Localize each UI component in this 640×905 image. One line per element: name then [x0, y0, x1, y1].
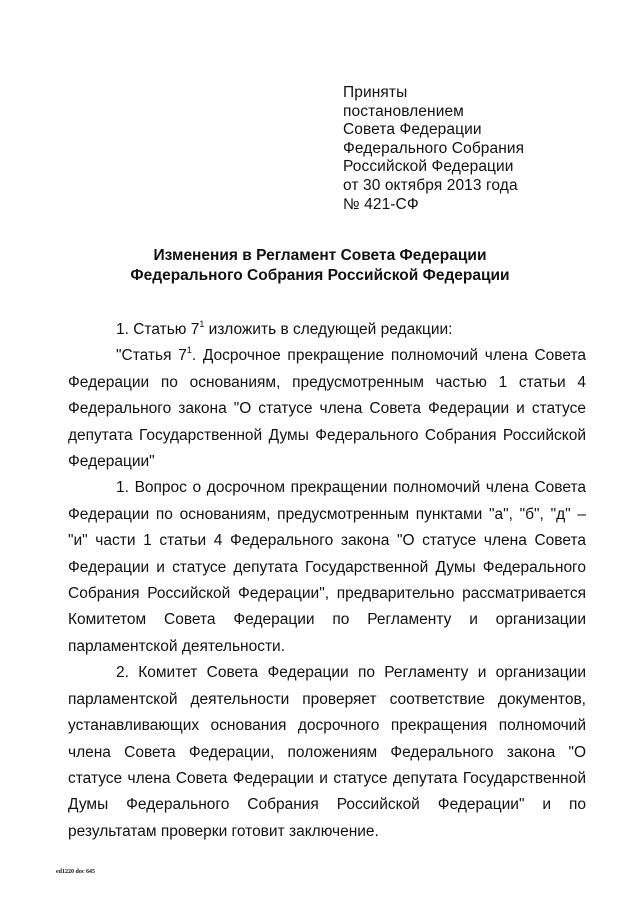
approval-block [343, 84, 524, 214]
article-text-before: "Статья 7 [116, 347, 187, 365]
approval-line-assembly: Федерального Собрания [343, 139, 525, 157]
approval-line-number: № 421-СФ [343, 195, 419, 213]
item-1-instruction [68, 317, 586, 343]
approval-line-resolution: постановлением [343, 102, 464, 120]
document-title-line-1: Изменения в Регламент Совета Федерации [153, 247, 487, 264]
document-body [68, 317, 586, 845]
approval-line-accepted: Приняты [343, 84, 408, 101]
paragraph-2: 2. Комитет Совета Федерации по Регламенту и организации парламентской деятельности проверяет соответствие документов, устанавливающих основания досрочного прекращения полномочий члена Совета Федерации, положениям Федерального закона "О статусе члена Совета Федерации и статусе депутата Государственной Думы Федерального Собрания Российской Федерации" и по результатам проверки готовит заключение. [68, 664, 586, 840]
footer-file-code: ed1220 doc 645 [56, 869, 95, 875]
document-title-line-2: Федерального Собрания Российской Федерации [130, 267, 510, 284]
document-title [0, 246, 640, 286]
article-superscript: 1 [186, 345, 192, 356]
item-1-superscript: 1 [199, 318, 205, 329]
item-1-text-before: 1. Статью 7 [116, 321, 200, 338]
article-heading-paragraph [68, 343, 586, 475]
approval-line-date: от 30 октября 2013 года [343, 176, 518, 194]
approval-line-council: Совета Федерации [343, 121, 482, 139]
article-text-after: . Досрочное прекращение полномочий члена Совета Федерации по основаниям, предусмотренным частью 1 статьи 4 Федерального закона "О статусе члена Совета Федерации и статусе депутата Государственной Думы Федерального Собрания Российской Федерации" [68, 347, 586, 471]
paragraph-1: 1. Вопрос о досрочном прекращении полномочий члена Совета Федерации по основаниям, предусмотренным пунктами "а", "б", "д" – "и" части 1 статьи 4 Федерального закона "О статусе члена Совета Федерации и статусе депутата Государственной Думы Федерального Собрания Российской Федерации", предварительно рассматривается Комитетом Совета Федерации по Регламенту и организации парламентской деятельности. [68, 479, 586, 655]
approval-line-country: Российской Федерации [343, 158, 514, 176]
item-1-text-after: изложить в следующей редакции: [204, 321, 453, 338]
